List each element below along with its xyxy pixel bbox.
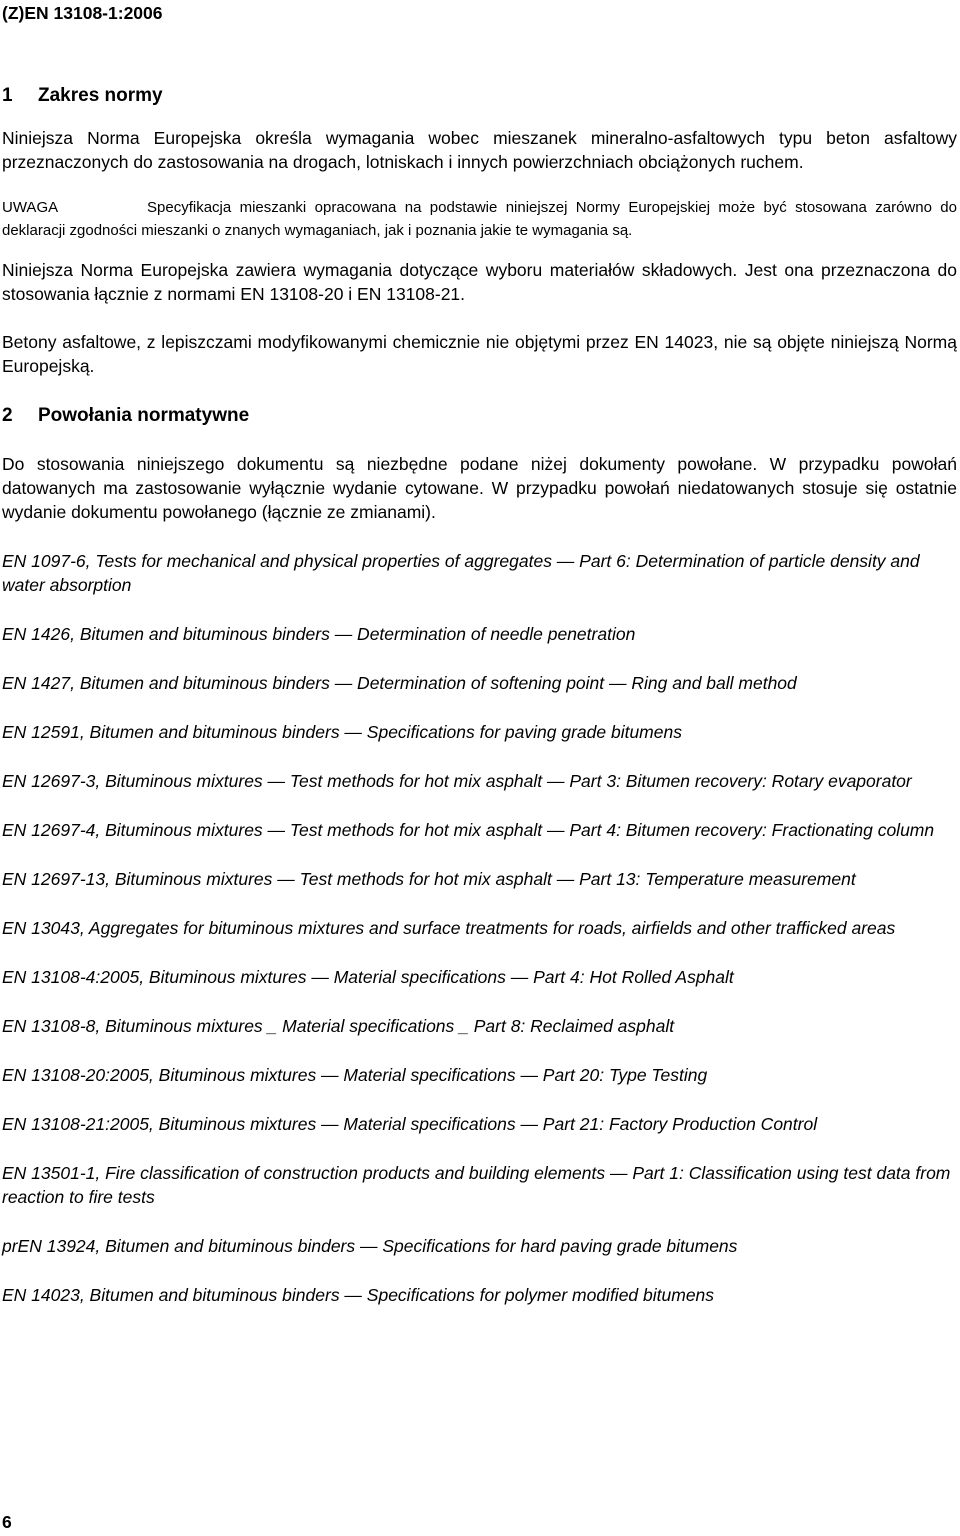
scope-paragraph-1: Niniejsza Norma Europejska określa wymagania wobec mieszanek mineralno-asfaltowych typu beton asfaltowy przeznaczonych do zastosowania na drogach, lotniskach i innych powierzchniach obciążonych ruchem. bbox=[2, 128, 957, 172]
document-id-header: (Z)EN 13108-1:2006 bbox=[2, 3, 163, 23]
reference-item: EN 1426, Bitumen and bituminous binders — Determination of needle penetration bbox=[2, 624, 636, 644]
normative-references-intro: Do stosowania niniejszego dokumentu są niezbędne podane niżej dokumenty powołane. W przypadku powołań datowanych ma zastosowanie wyłącznie wydanie cytowane. W przypadku powołań niedatowanych stosuje się ostatnie wydanie dokumentu powołanego (łącznie ze zmianami). bbox=[2, 454, 957, 522]
section-1-number: 1 bbox=[2, 85, 13, 106]
reference-item: EN 14023, Bitumen and bituminous binders — Specifications for polymer modified bitumens bbox=[2, 1285, 715, 1305]
reference-item: EN 13108-8, Bituminous mixtures _ Material specifications _ Part 8: Reclaimed asphalt bbox=[2, 1016, 675, 1036]
scope-note bbox=[2, 196, 957, 242]
reference-item: EN 12697-13, Bituminous mixtures — Test methods for hot mix asphalt — Part 13: Temperature measurement bbox=[2, 869, 856, 889]
note-label: UWAGA bbox=[2, 199, 59, 216]
reference-item: EN 1097-6, Tests for mechanical and physical properties of aggregates — Part 6: Determination of particle density and water absorption bbox=[2, 551, 920, 595]
section-2-number: 2 bbox=[2, 405, 13, 426]
reference-item: EN 13108-4:2005, Bituminous mixtures — Material specifications — Part 4: Hot Rolled Asphalt bbox=[2, 967, 734, 987]
section-1-title: Zakres normy bbox=[38, 85, 163, 106]
reference-item: EN 13043, Aggregates for bituminous mixtures and surface treatments for roads, airfields and other trafficked areas bbox=[2, 918, 896, 938]
reference-item: prEN 13924, Bitumen and bituminous binders — Specifications for hard paving grade bitumens bbox=[2, 1236, 738, 1256]
reference-item: EN 12697-4, Bituminous mixtures — Test methods for hot mix asphalt — Part 4: Bitumen recovery: Fractionating column bbox=[2, 820, 935, 840]
scope-paragraph-2: Niniejsza Norma Europejska zawiera wymagania dotyczące wyboru materiałów składowych. Jest ona przeznaczona do stosowania łącznie z normami EN 13108-20 i EN 13108-21. bbox=[2, 260, 957, 304]
reference-item: EN 13108-21:2005, Bituminous mixtures — Material specifications — Part 21: Factory Production Control bbox=[2, 1114, 818, 1134]
section-1-heading bbox=[2, 84, 957, 108]
note-text: Specyfikacja mieszanki opracowana na podstawie niniejszej Normy Europejskiej może być stosowana zarówno do deklaracji zgodności mieszanki o znanych wymaganiach, jak i poznania jakie te wymagania są. bbox=[2, 199, 957, 239]
reference-item: EN 13501-1, Fire classification of construction products and building elements — Part 1: Classification using test data from reaction to fire tests bbox=[2, 1163, 951, 1207]
page-number: 6 bbox=[2, 1512, 12, 1532]
reference-item: EN 12591, Bitumen and bituminous binders — Specifications for paving grade bitumens bbox=[2, 722, 682, 742]
reference-item: EN 13108-20:2005, Bituminous mixtures — Material specifications — Part 20: Type Testing bbox=[2, 1065, 708, 1085]
scope-paragraph-3: Betony asfaltowe, z lepiszczami modyfikowanymi chemicznie nie objętymi przez EN 14023, nie są objęte niniejszą Normą Europejską. bbox=[2, 332, 957, 376]
reference-item: EN 12697-3, Bituminous mixtures — Test methods for hot mix asphalt — Part 3: Bitumen recovery: Rotary evaporator bbox=[2, 771, 912, 791]
section-2-title: Powołania normatywne bbox=[38, 405, 250, 426]
reference-item: EN 1427, Bitumen and bituminous binders — Determination of softening point — Ring and ball method bbox=[2, 673, 797, 693]
reference-list bbox=[2, 549, 957, 1307]
section-2-heading bbox=[2, 404, 957, 428]
page-content bbox=[2, 84, 957, 1307]
